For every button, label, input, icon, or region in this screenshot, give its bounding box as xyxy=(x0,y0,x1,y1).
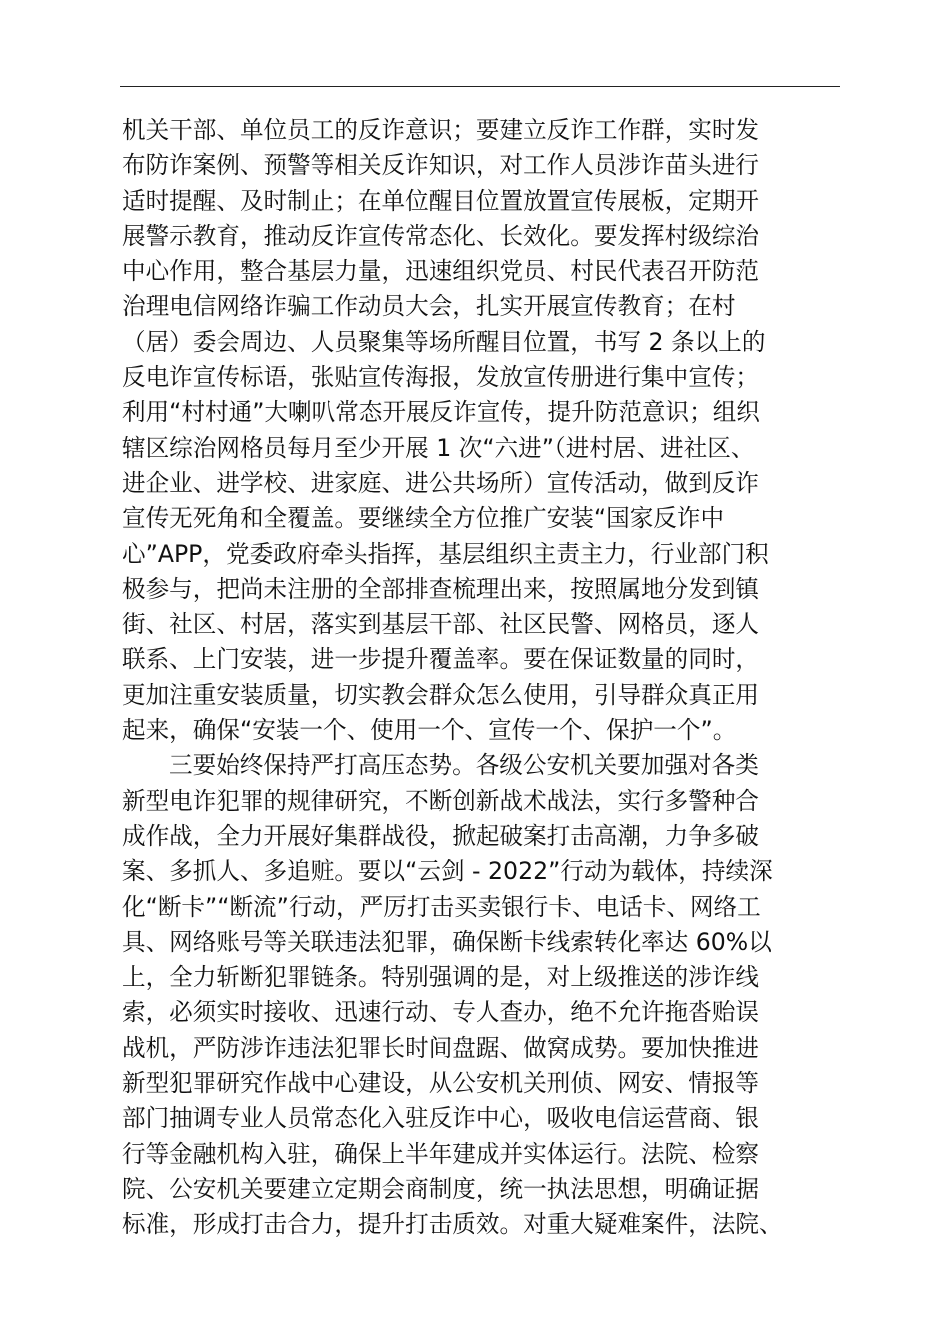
text-line: 联系、上门安装，进一步提升覆盖率。要在保证数量的同时， xyxy=(122,645,760,674)
document-body xyxy=(122,113,842,1243)
text-line: 院、公安机关要建立定期会商制度，统一执法思想，明确证据 xyxy=(122,1174,760,1203)
text-line: 更加注重安装质量，切实教会群众怎么使用，引导群众真正用 xyxy=(122,680,760,709)
text-line: 辖区综治网格员每月至少开展 1 次“六进”（进村居、进社区、 xyxy=(122,433,755,462)
text-line: 治理电信网络诈骗工作动员大会，扎实开展宣传教育；在村 xyxy=(122,292,736,321)
text-line: 展警示教育，推动反诈宣传常态化、长效化。要发挥村级综治 xyxy=(122,221,760,250)
text-line: 适时提醒、及时制止；在单位醒目位置放置宣传展板，定期开 xyxy=(122,186,760,215)
text-line: 利用“村村通”大喇叭常态开展反诈宣传，提升防范意识；组织 xyxy=(122,398,760,427)
text-line: 战机，严防涉诈违法犯罪长时间盘踞、做窝成势。要加快推进 xyxy=(122,1033,760,1062)
text-line: 极参与，把尚未注册的全部排查梳理出来，按照属地分发到镇 xyxy=(122,574,760,603)
text-line: 中心作用，整合基层力量，迅速组织党员、村民代表召开防范 xyxy=(122,257,760,286)
text-line: 反电诈宣传标语，张贴宣传海报，发放宣传册进行集中宣传； xyxy=(122,363,760,392)
text-line: 布防诈案例、预警等相关反诈知识，对工作人员涉诈苗头进行 xyxy=(122,151,760,180)
text-line: （居）委会周边、人员聚集等场所醒目位置，书写 2 条以上的 xyxy=(122,327,766,356)
paragraph-start-line: 三要始终保持严打高压态势。各级公安机关要加强对各类 xyxy=(169,751,759,780)
text-line: 宣传无死角和全覆盖。要继续全方位推广安装“国家反诈中 xyxy=(122,504,725,533)
text-line: 标准，形成打击合力，提升打击质效。对重大疑难案件，法院、 xyxy=(122,1210,783,1239)
text-line: 新型犯罪研究作战中心建设，从公安机关刑侦、网安、情报等 xyxy=(122,1069,760,1098)
text-line: 心”APP，党委政府牵头指挥，基层组织主责主力，行业部门积 xyxy=(122,539,769,568)
text-line: 具、网络账号等关联违法犯罪，确保断卡线索转化率达 60%以 xyxy=(122,927,772,956)
text-line: 案、多抓人、多追赃。要以“云剑 - 2022”行动为载体，持续深 xyxy=(122,857,773,886)
text-line: 部门抽调专业人员常态化入驻反诈中心，吸收电信运营商、银 xyxy=(122,1104,760,1133)
text-line: 成作战，全力开展好集群战役，掀起破案打击高潮，力争多破 xyxy=(122,821,760,850)
text-line: 进企业、进学校、进家庭、进公共场所）宣传活动，做到反诈 xyxy=(122,468,760,497)
header-rule xyxy=(120,86,840,87)
text-line: 新型电诈犯罪的规律研究，不断创新战术战法，实行多警种合 xyxy=(122,786,760,815)
text-line: 上，全力斩断犯罪链条。特别强调的是，对上级推送的涉诈线 xyxy=(122,963,760,992)
text-line: 机关干部、单位员工的反诈意识；要建立反诈工作群，实时发 xyxy=(122,116,760,144)
text-line: 起来，确保“安装一个、使用一个、宣传一个、保护一个”。 xyxy=(122,716,737,745)
text-line: 索，必须实时接收、迅速行动、专人查办，绝不允许拖沓贻误 xyxy=(122,998,760,1027)
text-line: 化“断卡”“断流”行动，严厉打击买卖银行卡、电话卡、网络工 xyxy=(122,892,761,921)
text-line: 街、社区、村居，落实到基层干部、社区民警、网格员，逐人 xyxy=(122,610,760,639)
text-line: 行等金融机构入驻，确保上半年建成并实体运行。法院、检察 xyxy=(122,1139,760,1168)
